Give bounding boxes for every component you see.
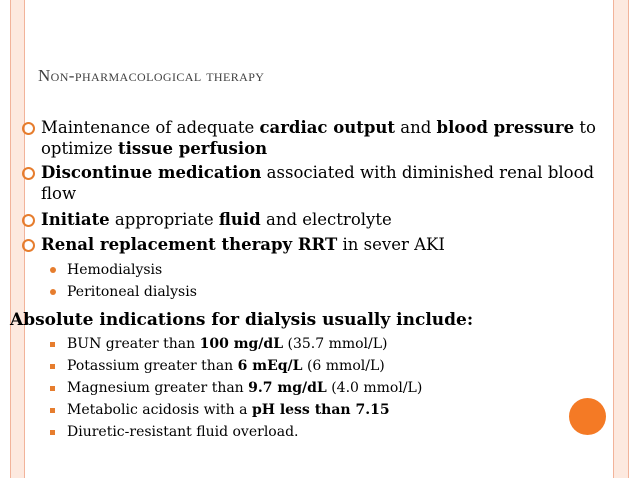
slide-title: Non-pharmacological therapy [38, 66, 265, 85]
text-run: Maintenance of adequate [41, 118, 260, 137]
right-frame-band [613, 0, 629, 478]
text-run-bold: Renal replacement therapy RRT [41, 235, 338, 254]
text-run: and [395, 118, 437, 137]
sub-bullet-text: Hemodialysis [67, 262, 163, 278]
text-run-bold: Discontinue medication [41, 163, 262, 182]
text-run-bold: pH less than 7.15 [251, 402, 390, 418]
ring-bullet-icon [22, 239, 35, 252]
text-run: (4.0 mmol/L) [326, 380, 423, 396]
ring-bullet-icon [22, 122, 35, 135]
indication-fluid-overload [50, 422, 590, 442]
text-run-bold: 100 mg/dL [199, 336, 284, 352]
sub-bullet-hemodialysis [50, 260, 590, 280]
square-bullet-icon [50, 430, 55, 435]
indication-acidosis [50, 400, 590, 420]
text-run-bold: cardiac output [259, 118, 395, 137]
indication-bun [50, 334, 590, 354]
text-run: (35.7 mmol/L) [283, 336, 388, 352]
text-run-bold: fluid [218, 210, 261, 229]
text-run: to optimize [41, 118, 596, 158]
ring-bullet-icon [22, 214, 35, 227]
text-run: and electrolyte [260, 210, 392, 229]
text-run: Metabolic acidosis with a [67, 402, 252, 418]
text-run: Potassium greater than [67, 358, 238, 374]
bullet-renal-replacement [22, 234, 602, 255]
ring-bullet-icon [22, 167, 35, 180]
square-bullet-icon [50, 386, 55, 391]
text-run: appropriate [109, 210, 219, 229]
bullet-cardiac-output [22, 117, 602, 159]
text-run: (6 mmol/L) [302, 358, 385, 374]
decorative-orange-circle [569, 398, 606, 435]
text-run-bold: blood pressure [436, 118, 575, 137]
square-bullet-icon [50, 408, 55, 413]
sub-bullet-text: Peritoneal dialysis [67, 284, 197, 300]
text-run: BUN greater than [67, 336, 200, 352]
indication-magnesium [50, 378, 590, 398]
text-run-bold: tissue perfusion [118, 139, 268, 158]
indication-potassium [50, 356, 590, 376]
text-run-bold: Initiate [41, 210, 110, 229]
text-run: in sever AKI [337, 235, 445, 254]
text-run: Magnesium greater than [67, 380, 249, 396]
indications-heading: Absolute indications for dialysis usually include: [10, 310, 474, 330]
text-run: associated with diminished renal blood flow [41, 163, 595, 203]
dot-bullet-icon [50, 267, 56, 273]
sub-bullet-peritoneal [50, 282, 590, 302]
square-bullet-icon [50, 342, 55, 347]
bullet-initiate-fluid [22, 209, 602, 230]
square-bullet-icon [50, 364, 55, 369]
dot-bullet-icon [50, 289, 56, 295]
text-run: Diuretic-resistant fluid overload. [67, 424, 299, 440]
text-run-bold: 9.7 mg/dL [248, 380, 327, 396]
text-run-bold: 6 mEq/L [237, 358, 303, 374]
bullet-discontinue-medication [22, 162, 602, 204]
